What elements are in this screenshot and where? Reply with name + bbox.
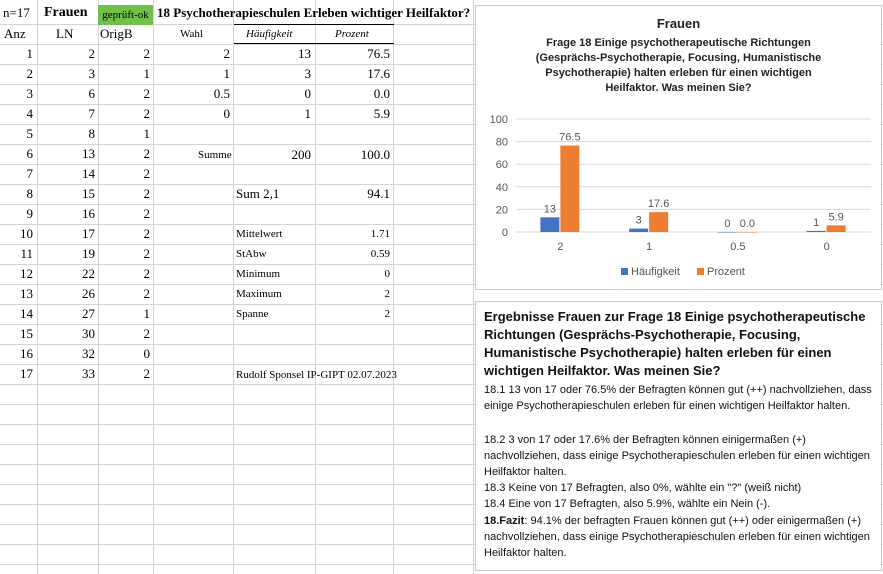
cell-anz[interactable]: 14 [20,306,33,321]
col-header-origb[interactable]: OrigB [100,26,133,41]
y-tick-label: 100 [489,114,508,126]
cell-origb[interactable]: 2 [143,166,150,181]
data-label: 1 [813,216,820,229]
stat-value-cell[interactable]: 0 [384,268,390,280]
freq-cell-wahl[interactable]: 1 [223,66,230,81]
cell-anz[interactable]: 11 [20,246,33,261]
summe-prozent-cell[interactable]: 100.0 [360,147,390,162]
column-divider [473,0,474,574]
cell-anz[interactable]: 12 [20,266,33,281]
cell-origb[interactable]: 2 [143,86,150,101]
data-label: 0 [724,218,731,230]
cell-origb[interactable]: 2 [143,246,150,261]
cell-origb[interactable]: 2 [143,226,150,241]
sum21-label-cell[interactable]: Sum 2,1 [236,186,280,201]
y-tick-label: 80 [495,136,508,149]
cell-anz[interactable]: 13 [20,286,33,301]
legend-label: Häufigkeit [631,266,680,278]
col-header-anz[interactable]: Anz [4,26,26,41]
freq-cell-wahl[interactable]: 0.5 [213,86,230,101]
results-heading: Ergebnisse Frauen zur Frage 18 Einige psychotherapeutische Richtungen (Gesprächs-Psychotherapie, Focusing, Humanistische Psychotherapie) halten erleben für einen wichtigen Heilfaktor. Was meinen Sie? [484,309,866,378]
bar-hufigkeit [540,217,559,232]
cell-ln[interactable]: 6 [88,86,95,101]
x-tick-label: 0.5 [730,241,746,253]
x-tick-label: 1 [646,241,653,253]
group-label-cell[interactable]: Frauen [44,5,88,20]
chart-subtitle-line: Psychotherapie) halten erleben für einen wichtigen [545,67,812,79]
data-label: 13 [543,203,556,216]
cell-ln[interactable]: 16 [82,206,95,221]
summe-haeufigkeit-cell[interactable]: 200 [291,147,311,162]
stat-label-cell[interactable]: Spanne [236,308,269,320]
cell-anz[interactable]: 15 [20,326,33,341]
fazit-text: : 94.1% der befragten Frauen können gut (++) oder einigermaßen (+) nachvollziehen, dass einige Psychotherapieschulen erleben für einen wichtigen Heilfaktor halten. [484,515,870,559]
result-paragraph-4: 18.4 Eine von 17 Befragten, also 5.9%, wählte ein Nein (-). [484,498,771,510]
cell-ln[interactable]: 13 [82,146,95,161]
cell-ln[interactable]: 26 [82,286,95,301]
cell-origb[interactable]: 2 [143,286,150,301]
cell-origb[interactable]: 1 [143,126,150,141]
y-tick-label: 60 [495,159,508,172]
bar-prozent [827,225,846,232]
legend-swatch [621,268,628,275]
cell-origb[interactable]: 2 [143,266,150,281]
freq-cell-haeufigkeit[interactable]: 3 [304,66,311,81]
cell-origb[interactable]: 2 [143,146,150,161]
bar-prozent [738,232,757,233]
chart-subtitle-line: Heilfaktor. Was meinen Sie? [605,82,752,94]
cell-anz[interactable]: 8 [26,186,33,201]
stat-value-cell[interactable]: 2 [384,288,390,300]
freq-cell-wahl[interactable]: 0 [223,106,230,121]
summe-label-cell[interactable]: Summe [198,149,232,161]
bar-prozent [560,146,579,232]
col-header-prozent[interactable]: Prozent [335,28,369,40]
author-cell[interactable]: Rudolf Sponsel IP-GIPT 02.07.2023 [236,369,397,381]
chart-title: Frauen [656,16,701,31]
cell-ln[interactable]: 14 [82,166,95,181]
cell-anz[interactable]: 10 [20,226,33,241]
legend-swatch [697,268,704,275]
cell-ln[interactable]: 3 [88,66,95,81]
check-status-cell[interactable]: geprüft-ok [98,5,153,25]
cell-anz[interactable]: 2 [26,66,33,81]
data-label: 3 [635,214,642,227]
cell-ln[interactable]: 30 [82,326,95,341]
chart-plot [476,6,881,289]
x-tick-label: 2 [557,241,564,253]
result-fazit [484,513,876,561]
cell-ln[interactable]: 22 [82,266,95,281]
cell-origb[interactable]: 2 [143,366,150,381]
freq-cell-haeufigkeit[interactable]: 13 [298,46,311,61]
freq-cell-prozent[interactable]: 5.9 [373,106,390,121]
cell-anz[interactable]: 1 [26,46,33,61]
freq-cell-haeufigkeit[interactable]: 0 [304,86,311,101]
sum21-value-cell[interactable]: 94.1 [367,186,390,201]
bar-hufigkeit [629,229,648,232]
col-header-wahl[interactable]: Wahl [180,28,203,40]
stat-value-cell[interactable]: 2 [384,308,390,320]
result-paragraph-3: 18.3 Keine von 17 Befragten, also 0%, wählte ein "?" (weiß nicht) [484,482,802,494]
y-tick-label: 0 [501,227,508,239]
cell-origb[interactable]: 1 [143,66,150,81]
legend-label: Prozent [707,266,745,278]
data-label: 5.9 [828,211,844,224]
question-title-cell[interactable]: 18 Psychotherapieschulen Erleben wichtiger Heilfaktor? [157,5,471,20]
result-paragraph-2: 18.2 3 von 17 oder 17.6% der Befragten können einigermaßen (+) nachvollziehen, dass einige Psychotherapieschulen erleben für einen wichtigen Heilfaktor halten. [484,434,870,478]
y-tick-label: 20 [495,204,508,217]
cell-anz[interactable]: 3 [26,86,33,101]
y-tick-label: 40 [495,181,508,194]
cell-ln[interactable]: 32 [82,346,95,361]
cell-origb[interactable]: 2 [143,326,150,341]
cell-origb[interactable]: 0 [143,346,150,361]
table-top-border [234,24,394,25]
x-tick-label: 0 [823,241,830,253]
cell-ln[interactable]: 17 [82,226,95,241]
cell-anz[interactable]: 16 [20,346,33,361]
col-header-ln[interactable]: LN [56,26,74,41]
results-textbox[interactable] [475,301,882,571]
cell-anz[interactable]: 6 [26,146,33,161]
bar-chart[interactable] [475,5,882,290]
n-label-cell[interactable]: n=17 [3,5,30,20]
chart-subtitle-line: (Gesprächs-Psychotherapie, Focusing, Humanistische [535,52,822,64]
cell-anz[interactable]: 17 [20,366,33,381]
cell-ln[interactable]: 15 [82,186,95,201]
cell-ln[interactable]: 19 [82,246,95,261]
stat-label-cell[interactable]: StAbw [236,248,267,260]
freq-cell-prozent[interactable]: 0.0 [373,86,390,101]
cell-anz[interactable]: 4 [26,106,33,121]
col-header-haeufigkeit[interactable]: Häufigkeit [246,28,293,40]
cell-anz[interactable]: 7 [26,166,33,181]
data-label: 0.0 [739,218,756,230]
freq-cell-wahl[interactable]: 2 [223,46,230,61]
column-divider [393,0,394,574]
cell-anz[interactable]: 9 [26,206,33,221]
stat-value-cell[interactable]: 1.71 [370,228,390,240]
cell-ln[interactable]: 27 [82,306,95,321]
data-label: 17.6 [647,198,670,211]
cell-origb[interactable]: 2 [143,106,150,121]
cell-anz[interactable]: 5 [26,126,33,141]
freq-cell-prozent[interactable]: 17.6 [367,66,390,81]
fazit-label: 18.Fazit [484,515,525,527]
stat-value-cell[interactable]: 0.59 [370,248,390,260]
cell-origb[interactable]: 2 [143,206,150,221]
result-paragraph-1: 18.1 13 von 17 oder 76.5% der Befragten können gut (++) nachvollziehen, dass einige Psychotherapieschulen erleben für einen wichtigen Heilfaktor halten. [484,384,872,412]
cell-origb[interactable]: 2 [143,186,150,201]
cell-ln[interactable]: 33 [82,366,95,381]
cell-ln[interactable]: 2 [88,46,95,61]
stat-label-cell[interactable]: Mittelwert [236,228,283,240]
cell-origb[interactable]: 2 [143,46,150,61]
chart-subtitle-line: Frage 18 Einige psychotherapeutische Richtungen [546,37,811,49]
cell-ln[interactable]: 8 [88,126,95,141]
bar-hufigkeit [718,232,737,233]
stat-label-cell[interactable]: Maximum [236,288,282,300]
bar-prozent [649,212,668,232]
bar-hufigkeit [807,231,826,232]
freq-cell-haeufigkeit[interactable]: 1 [304,106,311,121]
data-label: 76.5 [559,131,581,144]
cell-ln[interactable]: 7 [88,106,95,121]
cell-origb[interactable]: 1 [143,306,150,321]
freq-cell-prozent[interactable]: 76.5 [367,46,390,61]
stat-label-cell[interactable]: Minimum [236,268,281,280]
